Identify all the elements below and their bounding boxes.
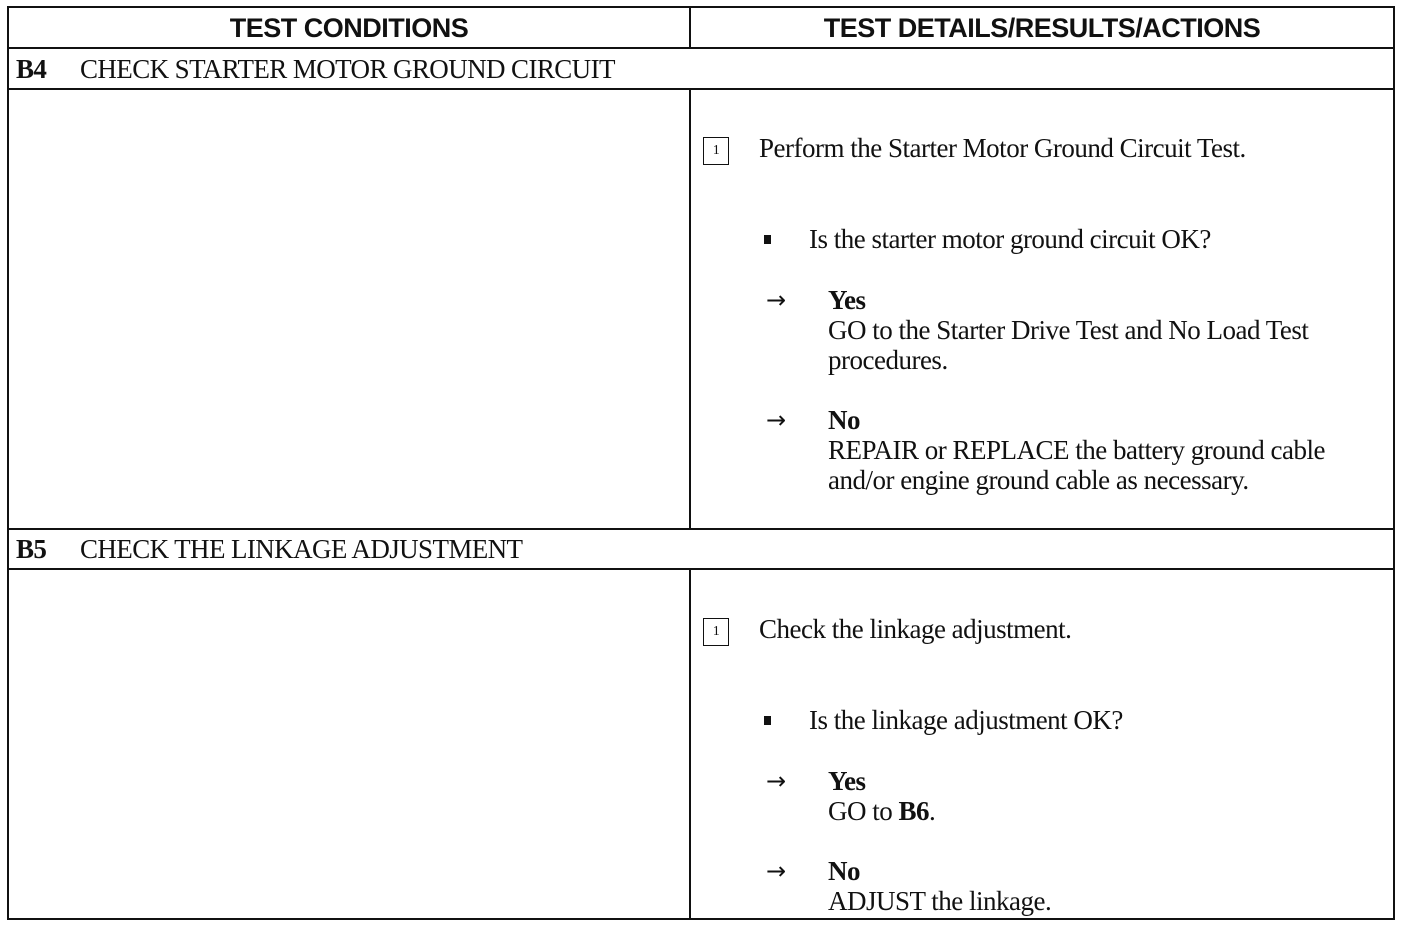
no-label: No — [828, 856, 860, 886]
section-b5-yes — [766, 766, 1348, 826]
column-header-test-conditions: TEST CONDITIONS — [229, 12, 469, 43]
section-b4-title — [16, 50, 615, 88]
section-b5-question — [764, 705, 1123, 736]
section-b4-column-divider — [689, 88, 691, 530]
section-b5-id: B5 — [16, 533, 47, 564]
section-b4-heading: CHECK STARTER MOTOR GROUND CIRCUIT — [80, 53, 615, 84]
right-arrow-icon: → — [766, 406, 786, 434]
section-b5-question-text: Is the linkage adjustment OK? — [809, 705, 1123, 735]
section-b4-yes — [766, 285, 1348, 375]
bullet-icon — [764, 235, 771, 244]
b6-reference: B6 — [898, 796, 930, 826]
section-b4-id: B4 — [16, 53, 47, 84]
section-b4-question — [764, 224, 1211, 255]
section-b5-step — [703, 614, 1071, 646]
section-b5-yes-text — [828, 796, 1348, 826]
section-b5-heading: CHECK THE LINKAGE ADJUSTMENT — [80, 533, 523, 564]
section-b4-no — [766, 405, 1348, 495]
section-b5-title-divider — [7, 568, 1395, 570]
section-b4-yes-text: GO to the Starter Drive Test and No Load Test procedures. — [828, 315, 1309, 375]
right-arrow-icon: → — [766, 857, 786, 885]
bullet-icon — [764, 716, 771, 725]
column-header-test-details: TEST DETAILS/RESULTS/ACTIONS — [823, 12, 1261, 43]
yes-label: Yes — [828, 285, 866, 315]
section-b5-column-divider — [689, 568, 691, 920]
section-b5-no-text: ADJUST the linkage. — [828, 886, 1052, 916]
section-b5-title — [16, 530, 522, 568]
section-b5-yes-suffix: . — [929, 796, 936, 826]
section-b5-yes-prefix: GO to — [828, 796, 899, 826]
section-b4-no-text: REPAIR or REPLACE the battery ground cable and/or engine ground cable as necessary. — [828, 435, 1325, 495]
section-b4-step-text: Perform the Starter Motor Ground Circuit Test. — [759, 133, 1246, 163]
yes-label: Yes — [828, 766, 866, 796]
step-number-box: 1 — [703, 618, 729, 646]
section-b5-no — [766, 856, 1348, 916]
section-b5-step-text: Check the linkage adjustment. — [759, 614, 1072, 644]
step-number-box: 1 — [703, 137, 729, 165]
section-b4-step — [703, 133, 1246, 165]
no-label: No — [828, 405, 860, 435]
section-b4-title-divider — [7, 88, 1395, 90]
section-b4-question-text: Is the starter motor ground circuit OK? — [809, 224, 1211, 254]
right-arrow-icon: → — [766, 286, 786, 314]
right-arrow-icon: → — [766, 767, 786, 795]
